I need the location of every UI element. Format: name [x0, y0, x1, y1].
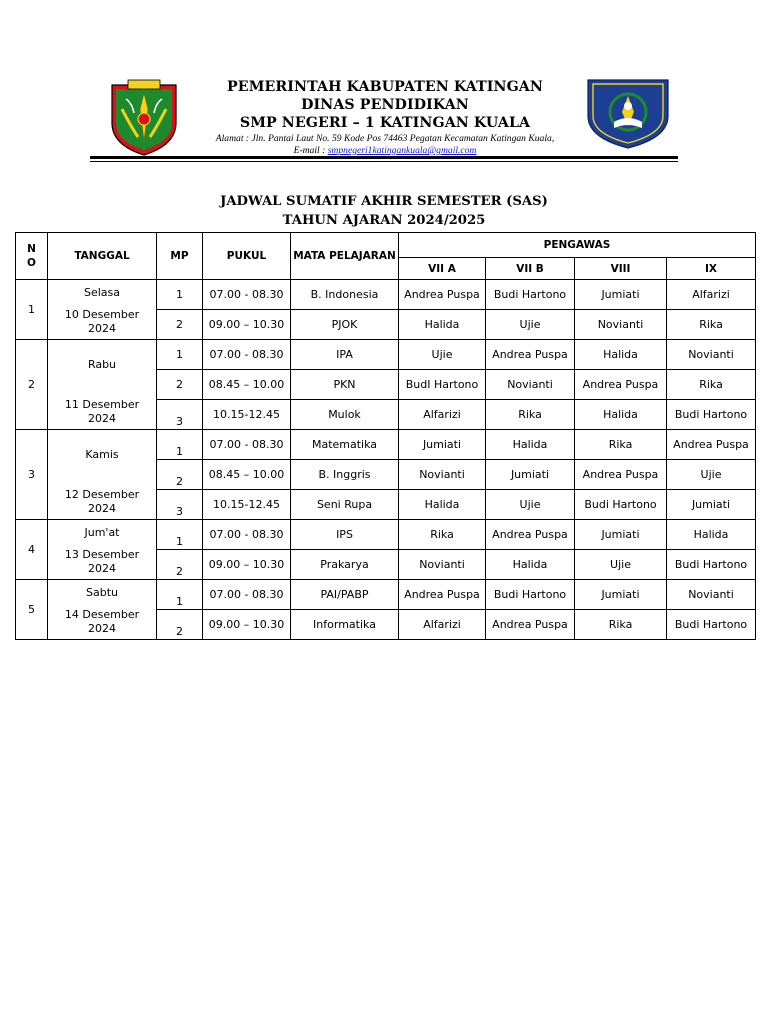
title-line-1: JADWAL SUMATIF AKHIR SEMESTER (SAS)	[220, 194, 548, 209]
header-pengawas: PENGAWAS	[399, 233, 756, 258]
cell-pukul: 07.00 - 08.30	[203, 520, 291, 550]
cell-pengawas-ix: Novianti	[667, 340, 756, 370]
cell-day: Selasa	[83, 286, 121, 299]
cell-tanggal	[48, 430, 157, 520]
cell-pengawas-vii-a: Novianti	[399, 460, 486, 490]
cell-pengawas-viii: Jumiati	[575, 280, 667, 310]
cell-no: 2	[16, 340, 48, 430]
cell-pengawas-vii-a: Novianti	[399, 550, 486, 580]
cell-pengawas-ix: Andrea Puspa	[667, 430, 756, 460]
cell-pengawas-viii: Rika	[575, 610, 667, 640]
cell-pengawas-vii-b: Budi Hartono	[486, 580, 575, 610]
cell-mata-pelajaran: PAI/PABP	[291, 580, 399, 610]
cell-pengawas-ix: Budi Hartono	[667, 550, 756, 580]
cell-pukul: 10.15-12.45	[203, 400, 291, 430]
cell-pengawas-vii-a: Rika	[399, 520, 486, 550]
cell-pengawas-viii: Budi Hartono	[575, 490, 667, 520]
cell-pengawas-viii: Rika	[575, 430, 667, 460]
cell-mp: 1	[157, 430, 203, 460]
cell-mata-pelajaran: IPS	[291, 520, 399, 550]
cell-day: Sabtu	[86, 586, 118, 599]
cell-pengawas-ix: Rika	[667, 370, 756, 400]
cell-mata-pelajaran: B. Indonesia	[291, 280, 399, 310]
cell-mata-pelajaran: B. Inggris	[291, 460, 399, 490]
cell-pengawas-viii: Jumiati	[575, 580, 667, 610]
cell-no: 5	[16, 580, 48, 640]
table-row	[16, 580, 756, 610]
cell-tanggal	[48, 280, 157, 340]
cell-pengawas-vii-b: Novianti	[486, 370, 575, 400]
cell-pengawas-viii: Jumiati	[575, 520, 667, 550]
cell-pengawas-ix: Novianti	[667, 580, 756, 610]
cell-mp: 2	[157, 550, 203, 580]
cell-pengawas-viii: Halida	[575, 340, 667, 370]
cell-date: 13 Desember 2024	[64, 548, 140, 575]
cell-tanggal	[48, 580, 157, 640]
cell-pengawas-ix: Alfarizi	[667, 280, 756, 310]
cell-pengawas-viii: Ujie	[575, 550, 667, 580]
cell-pengawas-vii-b: Andrea Puspa	[486, 520, 575, 550]
cell-pengawas-ix: Jumiati	[667, 490, 756, 520]
cell-pengawas-vii-b: Andrea Puspa	[486, 610, 575, 640]
header-pukul: PUKUL	[203, 233, 291, 280]
cell-mp: 2	[157, 310, 203, 340]
cell-pengawas-vii-a: Jumiati	[399, 430, 486, 460]
table-row	[16, 430, 756, 460]
schedule-body	[16, 280, 756, 640]
exam-schedule-table	[15, 232, 756, 640]
cell-mata-pelajaran: Seni Rupa	[291, 490, 399, 520]
cell-pukul: 07.00 - 08.30	[203, 280, 291, 310]
cell-mp: 1	[157, 520, 203, 550]
cell-pukul: 10.15-12.45	[203, 490, 291, 520]
cell-pengawas-viii: Andrea Puspa	[575, 460, 667, 490]
cell-pengawas-vii-b: Ujie	[486, 310, 575, 340]
cell-pukul: 09.00 – 10.30	[203, 310, 291, 340]
kabupaten-katingan-logo	[108, 79, 180, 157]
cell-pengawas-vii-a: Alfarizi	[399, 400, 486, 430]
email-label: E-mail :	[293, 145, 326, 156]
letterhead-school-name: SMP NEGERI – 1 KATINGAN KUALA	[239, 115, 531, 131]
title-line-2: TAHUN AJARAN 2024/2025	[282, 213, 486, 228]
cell-tanggal	[48, 340, 157, 430]
table-row	[16, 520, 756, 550]
cell-mp: 2	[157, 460, 203, 490]
cell-day: Kamis	[85, 448, 119, 461]
cell-pukul: 07.00 - 08.30	[203, 430, 291, 460]
email-link[interactable]: smpnegeri1katingankuala@gmail.com	[327, 145, 477, 156]
cell-pengawas-ix: Budi Hartono	[667, 400, 756, 430]
cell-mp: 1	[157, 280, 203, 310]
cell-date: 11 Desember 2024	[64, 398, 140, 425]
table-row	[16, 280, 756, 310]
cell-day: Jum'at	[84, 526, 120, 539]
cell-pengawas-viii: Halida	[575, 400, 667, 430]
cell-mata-pelajaran: Informatika	[291, 610, 399, 640]
cell-pengawas-vii-b: Jumiati	[486, 460, 575, 490]
cell-pengawas-ix: Rika	[667, 310, 756, 340]
cell-date: 14 Desember 2024	[64, 608, 140, 635]
cell-pengawas-vii-b: Halida	[486, 550, 575, 580]
cell-pukul: 07.00 - 08.30	[203, 580, 291, 610]
cell-mp: 3	[157, 490, 203, 520]
letterhead-rule-thin	[90, 161, 678, 162]
cell-pukul: 08.45 – 10.00	[203, 460, 291, 490]
document-title	[0, 192, 768, 230]
cell-mp: 1	[157, 340, 203, 370]
header-mata-pelajaran: MATA PELAJARAN	[291, 233, 399, 280]
letterhead-address: Alamat : Jln. Pantai Laut No. 59 Kode Pos 74463 Pegatan Kecamatan Katingan Kuala,	[215, 133, 555, 144]
cell-mp: 3	[157, 400, 203, 430]
cell-tanggal	[48, 520, 157, 580]
cell-pengawas-ix: Halida	[667, 520, 756, 550]
cell-pengawas-viii: Novianti	[575, 310, 667, 340]
cell-pengawas-vii-b: Budi Hartono	[486, 280, 575, 310]
header-mp: MP	[157, 233, 203, 280]
cell-mata-pelajaran: PKN	[291, 370, 399, 400]
table-row	[16, 340, 756, 370]
cell-no: 3	[16, 430, 48, 520]
letterhead-department: DINAS PENDIDIKAN	[301, 97, 469, 113]
header-no: N O	[16, 233, 48, 280]
smp-negeri-1-logo	[584, 72, 672, 150]
cell-pukul: 07.00 - 08.30	[203, 340, 291, 370]
header-tanggal: TANGGAL	[48, 233, 157, 280]
cell-pengawas-vii-b: Ujie	[486, 490, 575, 520]
cell-mp: 1	[157, 580, 203, 610]
letterhead-rule-thick	[90, 156, 678, 159]
cell-mata-pelajaran: Mulok	[291, 400, 399, 430]
cell-mata-pelajaran: PJOK	[291, 310, 399, 340]
cell-pengawas-vii-b: Halida	[486, 430, 575, 460]
cell-pengawas-vii-b: Andrea Puspa	[486, 340, 575, 370]
cell-pengawas-vii-b: Rika	[486, 400, 575, 430]
header-class-vii-a: VII A	[399, 258, 486, 280]
cell-pengawas-ix: Ujie	[667, 460, 756, 490]
cell-date: 12 Desember 2024	[64, 488, 140, 515]
cell-no: 1	[16, 280, 48, 340]
cell-pengawas-viii: Andrea Puspa	[575, 370, 667, 400]
cell-date: 10 Desember 2024	[64, 308, 140, 335]
header-class-vii-b: VII B	[486, 258, 575, 280]
header-class-viii: VIII	[575, 258, 667, 280]
header-class-ix: IX	[667, 258, 756, 280]
cell-pengawas-vii-a: Halida	[399, 310, 486, 340]
cell-pengawas-vii-a: Andrea Puspa	[399, 280, 486, 310]
letterhead	[180, 78, 590, 157]
cell-mata-pelajaran: Matematika	[291, 430, 399, 460]
cell-pengawas-vii-a: BudI Hartono	[399, 370, 486, 400]
letterhead-government: PEMERINTAH KABUPATEN KATINGAN	[227, 79, 543, 95]
cell-mata-pelajaran: IPA	[291, 340, 399, 370]
cell-pengawas-vii-a: Alfarizi	[399, 610, 486, 640]
cell-pukul: 09.00 – 10.30	[203, 550, 291, 580]
cell-pukul: 08.45 – 10.00	[203, 370, 291, 400]
cell-mp: 2	[157, 610, 203, 640]
cell-pengawas-ix: Budi Hartono	[667, 610, 756, 640]
cell-no: 4	[16, 520, 48, 580]
cell-mp: 2	[157, 370, 203, 400]
cell-pengawas-vii-a: Andrea Puspa	[399, 580, 486, 610]
cell-day: Rabu	[87, 358, 117, 371]
cell-pengawas-vii-a: Halida	[399, 490, 486, 520]
cell-pukul: 09.00 – 10.30	[203, 610, 291, 640]
cell-mata-pelajaran: Prakarya	[291, 550, 399, 580]
cell-pengawas-vii-a: Ujie	[399, 340, 486, 370]
